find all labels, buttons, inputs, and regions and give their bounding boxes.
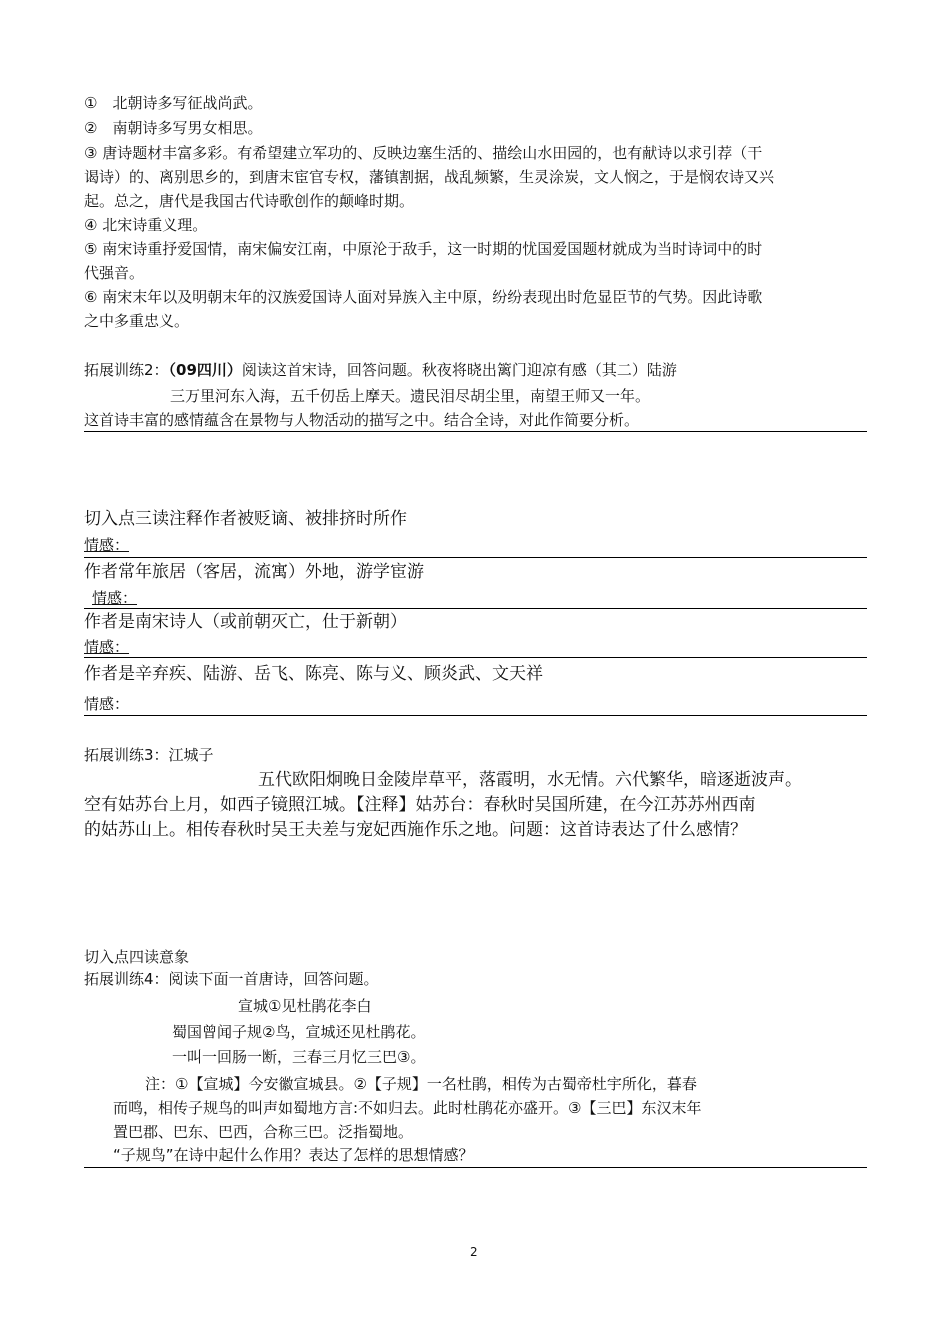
overview-item-6: ⑥ 南宋末年以及明朝末年的汉族爱国诗人面对异族入主中原，纷纷表现出时危显臣节的气势。因此诗歌 — [84, 288, 763, 306]
point3-line-1: 作者常年旅居（客居，流寓）外地，游学宦游 — [84, 562, 424, 582]
point3-emotion-label-2: 情感： — [92, 589, 138, 607]
exercise2-question: 这首诗丰富的感情蕴含在景物与人物活动的描写之中。结合全诗，对此作简要分析。 — [84, 411, 640, 429]
overview-item-5-cont: 代强音。 — [84, 264, 145, 282]
exercise4-answer-line — [84, 1167, 867, 1168]
overview-item-3-cont2: 起。总之，唐代是我国古代诗歌创作的颠峰时期。 — [84, 192, 415, 210]
point3-line-2: 作者是南宋诗人（或前朝灭亡，仕于新朝） — [84, 612, 407, 632]
exercise2-answer-line — [84, 431, 867, 432]
overview-item-2: ② 南朝诗多写男女相思。 — [84, 119, 263, 137]
exercise4-prompt: 阅读下面一首唐诗，回答问题。 — [168, 970, 379, 988]
exercise4-poem-line-1: 蜀国曾闻子规②鸟，宣城还见杜鹃花。 — [172, 1023, 426, 1041]
point3-title: 切入点三读注释作者被贬谪、被排挤时所作 — [84, 509, 407, 529]
point3-emotion-label-1: 情感： — [84, 536, 130, 554]
overview-item-1: ① 北朝诗多写征战尚武。 — [84, 94, 263, 112]
exercise4-notes-line-2: 而鸣，相传子规鸟的叫声如蜀地方言:不如归去。此时杜鹃花亦盛开。③【三巴】东汉末年 — [113, 1099, 702, 1117]
exercise3-line-3: 的姑苏山上。相传春秋时吴王夫差与宠妃西施作乐之地。问题：这首诗表达了什么感情？ — [84, 820, 747, 840]
exercise3-title: 江城子 — [168, 746, 214, 764]
exercise4-heading — [84, 966, 379, 992]
point4-title: 切入点四读意象 — [84, 948, 190, 966]
overview-item-3-cont1: 谒诗）的、离别思乡的，到唐末宦官专权，藩镇割据，战乱频繁，生灵涂炭，文人悯之，于是悯农诗又兴 — [84, 168, 775, 186]
point3-emotion-label-3: 情感： — [84, 638, 130, 656]
exercise3-line-1: 五代欧阳炯晚日金陵岸草平，落霞明，水无情。六代繁华，暗逐逝波声。 — [258, 770, 802, 790]
exercise3-line-2: 空有姑苏台上月，如西子镜照江城。【注释】姑苏台：春秋时吴国所建，在今江苏苏州西南 — [84, 795, 756, 815]
exercise4-notes-line-3: 置巴郡、巴东、巴西，合称三巴。泛指蜀地。 — [113, 1123, 414, 1141]
overview-item-5: ⑤ 南宋诗重抒爱国情，南宋偏安江南，中原沦于敌手，这一时期的忧国爱国题材就成为当时诗词中的时 — [84, 240, 763, 258]
exercise2-poem: 三万里河东入海，五千仞岳上摩天。遗民泪尽胡尘里，南望王师又一年。 — [170, 387, 651, 405]
exercise4-poem-title: 宣城①见杜鹃花李白 — [238, 997, 372, 1015]
overview-item-3: ③ 唐诗题材丰富多彩。有希望建立军功的、反映边塞生活的、描绘山水田园的，也有献诗以求引荐（干 — [84, 144, 763, 162]
exercise2-source: （09四川） — [168, 361, 242, 379]
exercise4-label: 拓展训练4： — [84, 970, 169, 988]
exercise2-label: 拓展训练2： — [84, 361, 169, 379]
point3-answer-line-4 — [84, 715, 867, 716]
exercise2-prompt: 阅读这首宋诗，回答问题。秋夜将晓出篱门迎凉有感（其二）陆游 — [241, 361, 677, 379]
overview-item-4: ④ 北宋诗重义理。 — [84, 216, 208, 234]
exercise2-heading — [84, 357, 677, 383]
point3-answer-line-3 — [84, 657, 867, 658]
exercise4-question: “子规鸟”在诗中起什么作用？表达了怎样的思想情感？ — [113, 1146, 474, 1164]
exercise4-poem-line-2: 一叫一回肠一断，三春三月忆三巴③。 — [172, 1048, 426, 1066]
page-number: 2 — [470, 1245, 478, 1259]
exercise4-notes-line-1: 注：①【宣城】今安徽宣城县。②【子规】一名杜鹃，相传为古蜀帝杜宇所化，暮春 — [145, 1075, 697, 1093]
point3-line-3: 作者是辛弃疾、陆游、岳飞、陈亮、陈与义、顾炎武、文天祥 — [84, 664, 543, 684]
overview-item-6-cont: 之中多重忠义。 — [84, 312, 190, 330]
exercise3-label: 拓展训练3： — [84, 746, 169, 764]
exercise3-heading — [84, 742, 214, 768]
point3-emotion-label-4: 情感： — [84, 695, 130, 713]
